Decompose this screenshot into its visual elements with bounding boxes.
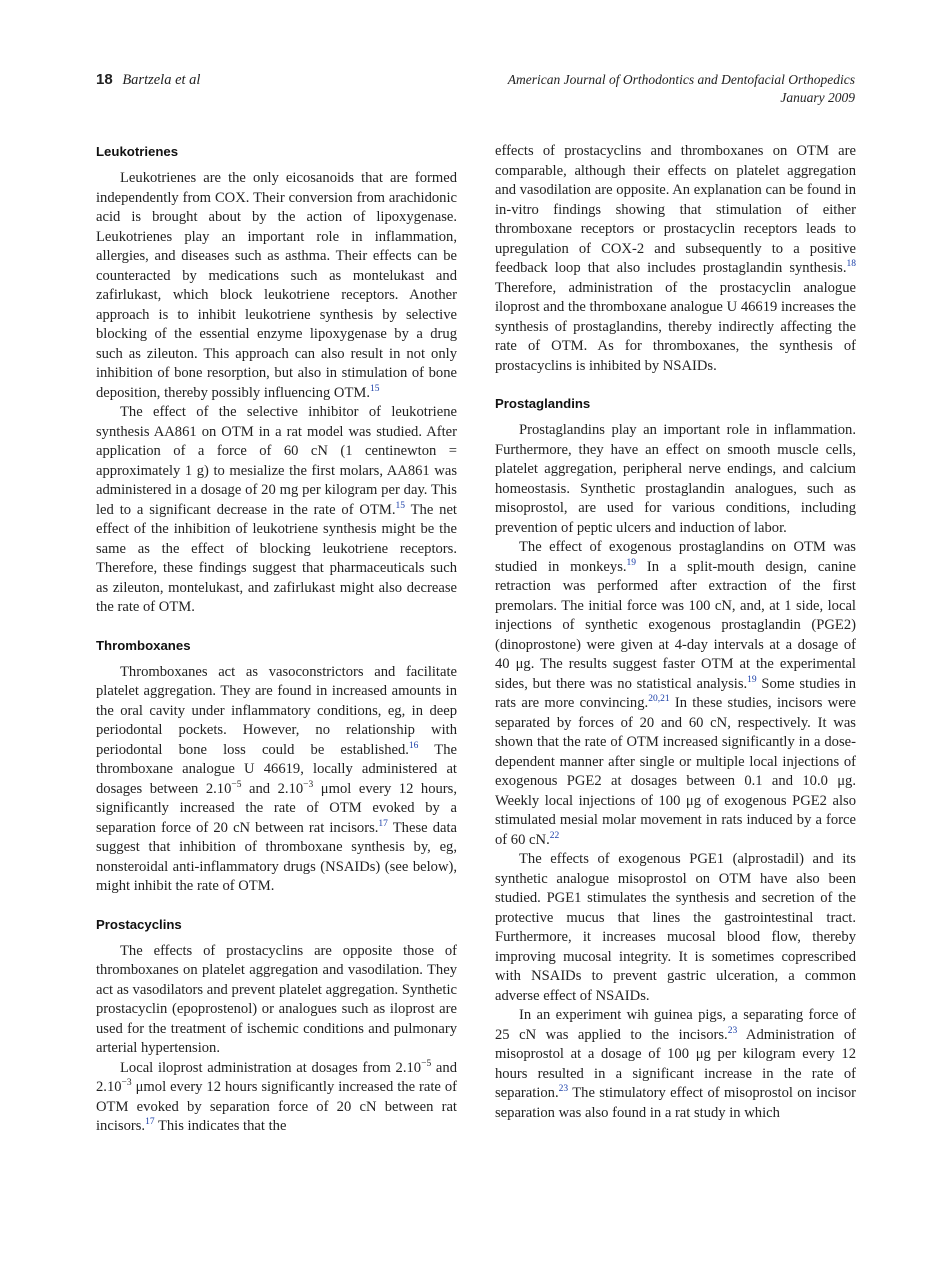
paragraph: The effect of exogenous prostaglandins on OTM was studied in monkeys.$^{19}$ In a split-mouth design, canine retraction was performed after extraction of the first premolars. The initial force was 100 cN, and, at 1 side, local injections of synthetic exogenous prostaglandin (PGE2) (dinoprostone) were given at 4-day intervals at a dosage of 40 μg. The results suggest faster OTM at the experimental sides, but there was no statistical analysis.$^{19}$ Some studies in rats are more convincing.$^{20,21}$ In these studies, incisors were separated by forces of 20 and 60 cN, respectively. It was shown that the rate of OTM increased significantly in a dose-dependent manner after single or multiple local injections of exogenous PGE2 at dosages between 0.1 and 10.0 μg. Weekly local injections of 100 μg of exogenous PGE2 also stimulated mesial molar movement in rats induced by a force of 60 cN.$^{22}$ <box>495 539 857 848</box>
paragraph: Leukotrienes are the only eicosanoids that are formed independently from COX. Their conversion from arachidonic acid is brought about by the action of lipoxygenase. Leukotrienes play an important role in inflammation, allergies, and diseases such as asthma. Their effects can be counteracted by medications such as montelukast and zafirlukast, which block leukotriene receptors. Another approach is to inhibit leukotriene synthesis by selective blocking of the essential enzyme lipoxygenase by a drug such as zileuton. This approach can also result in not only inhibition of bone resorption, but also in stimulation of bone deposition, thereby possibly influencing OTM.$^{15}$ <box>96 170 457 401</box>
citation-link[interactable]: 23 <box>727 1025 738 1036</box>
citation-link[interactable]: 23 <box>558 1084 569 1095</box>
citation-link[interactable]: 20,21 <box>648 694 670 705</box>
running-header-right <box>508 71 855 107</box>
heading-prostaglandins: Prostaglandins <box>495 396 591 411</box>
citation-link[interactable]: 18 <box>846 259 856 270</box>
citation-link[interactable]: 19 <box>747 674 757 685</box>
citation-link[interactable]: 22 <box>549 830 560 841</box>
citation-link[interactable]: 15 <box>370 383 380 394</box>
citation-link[interactable]: 17 <box>378 818 388 829</box>
exponent: −3 <box>121 1078 132 1089</box>
journal-title: American Journal of Orthodontics and Dentofacial Orthopedics <box>507 72 855 87</box>
paragraph: The effects of exogenous PGE1 (alprostadil) and its synthetic analogue misoprostol on OTM have also been studied. PGE1 stimulates the synthesis and secretion of the protective mucus that lines the gastrointestinal tract. Furthermore, it increases mucosal blood flow, thereby improving mucosal integrity. It is sometimes coprescribed with NSAIDs to prevent gastric ulceration, a common adverse effect of NSAIDs. <box>495 851 856 1004</box>
exponent: −5 <box>231 779 242 790</box>
left-column <box>96 142 457 1137</box>
issue-date: January 2009 <box>780 90 855 105</box>
right-column <box>495 142 856 1123</box>
running-authors: Bartzela et al <box>122 72 201 88</box>
page-number: 18 <box>96 71 113 88</box>
running-header-left <box>96 71 200 89</box>
paragraph: The effects of prostacyclins are opposite those of thromboxanes on platelet aggregation and vasodilation. They act as vasodilators and prevent platelet aggregation. Synthetic prostacyclin (epoprostenol) or analogues such as iloprost are used for the treatment of ischemic conditions and pulmonary arterial hypertension. <box>96 942 457 1056</box>
exponent: −3 <box>303 779 314 790</box>
citation-link[interactable]: 19 <box>626 557 637 568</box>
citation-link[interactable]: 16 <box>408 740 419 751</box>
paragraph: Thromboxanes act as vasoconstrictors and facilitate platelet aggregation. They are found in increased amounts in the oral cavity under inflammatory conditions, eg, in deep periodontal pockets. However, no relationship with periodontal bone loss could be established.$^{16}$ The thromboxane analogue U 46619, locally administered at dosages between $2.10^{-5}$ and $2.10^{-3}$ μmol every 12 hours, significantly increased the rate of OTM evoked by a separation force of 20 cN between rat incisors.$^{17}$ These data suggest that inhibition of thromboxane synthesis by, eg, nonsteroidal anti-inflammatory drugs (NSAIDs) (see below), might inhibit the rate of OTM. <box>96 663 457 894</box>
paragraph: Prostaglandins play an important role in inflammation. Furthermore, they have an effect on smooth muscle cells, platelet aggregation, peripheral nerve endings, and calcium homeostasis. Synthetic prostaglandin analogues, such as misoprostol, are used for various conditions, including prevention of peptic ulcers and induction of labor. <box>495 422 856 536</box>
heading-prostacyclins: Prostacyclins <box>96 916 182 932</box>
paragraph: In an experiment wih guinea pigs, a separating force of 25 cN was applied to the incisors.$^{23}$ Administration of misoprostol at a dosage of 100 μg per kilogram every 12 hours resulted in a significant increase in the rate of separation.$^{23}$ The stimulatory effect of misoprostol on incisor separation was also found in a rat study in which <box>495 1007 856 1121</box>
paragraph: Local iloprost administration at dosages from $2.10^{-5}$ and $2.10^{-3}$ μmol every 12 hours significantly increased the rate of OTM evoked by separation force of 20 cN between rat incisors.$^{17}$ This indicates that the <box>96 1058 457 1134</box>
exponent: −5 <box>421 1058 432 1069</box>
citation-link[interactable]: 17 <box>145 1117 155 1128</box>
citation-link[interactable]: 15 <box>395 500 406 511</box>
heading-thromboxanes: Thromboxanes <box>96 637 191 653</box>
paragraph: The effect of the selective inhibitor of leukotriene synthesis AA861 on OTM in a rat model was studied. After application of a force of 60 cN (1 centinewton = approximately 1 g) to mesialize the first molars, AA861 was administered in a dosage of 20 mg per kilogram per day. This led to a significant decrease in the rate of OTM.$^{15}$ The net effect of the inhibition of leukotriene synthesis might be the same as the effect of blocking leukotriene receptors. Therefore, these findings suggest that pharmaceuticals such as zileuton, montelukast, and zafirlukast might also decrease the rate of OTM. <box>96 404 457 615</box>
heading-leukotrienes: Leukotrienes <box>96 144 179 159</box>
paragraph: effects of prostacyclins and thromboxanes on OTM are comparable, although their effects on platelet aggregation and vasodilation are opposite. An explanation can be found in in-vitro findings showing that stimulation of either thromboxane receptors or prostacyclin receptors leads to upregulation of COX-2 and subsequently to a positive feedback loop that also includes prostaglandin synthesis.$^{18}$ Therefore, administration of the prostacyclin analogue iloprost and the thromboxane analogue U 46619 increases the synthesis of prostaglandins, thereby indirectly affecting the rate of OTM. As for thromboxanes, the synthesis of prostacyclins is inhibited by NSAIDs. <box>495 143 856 374</box>
